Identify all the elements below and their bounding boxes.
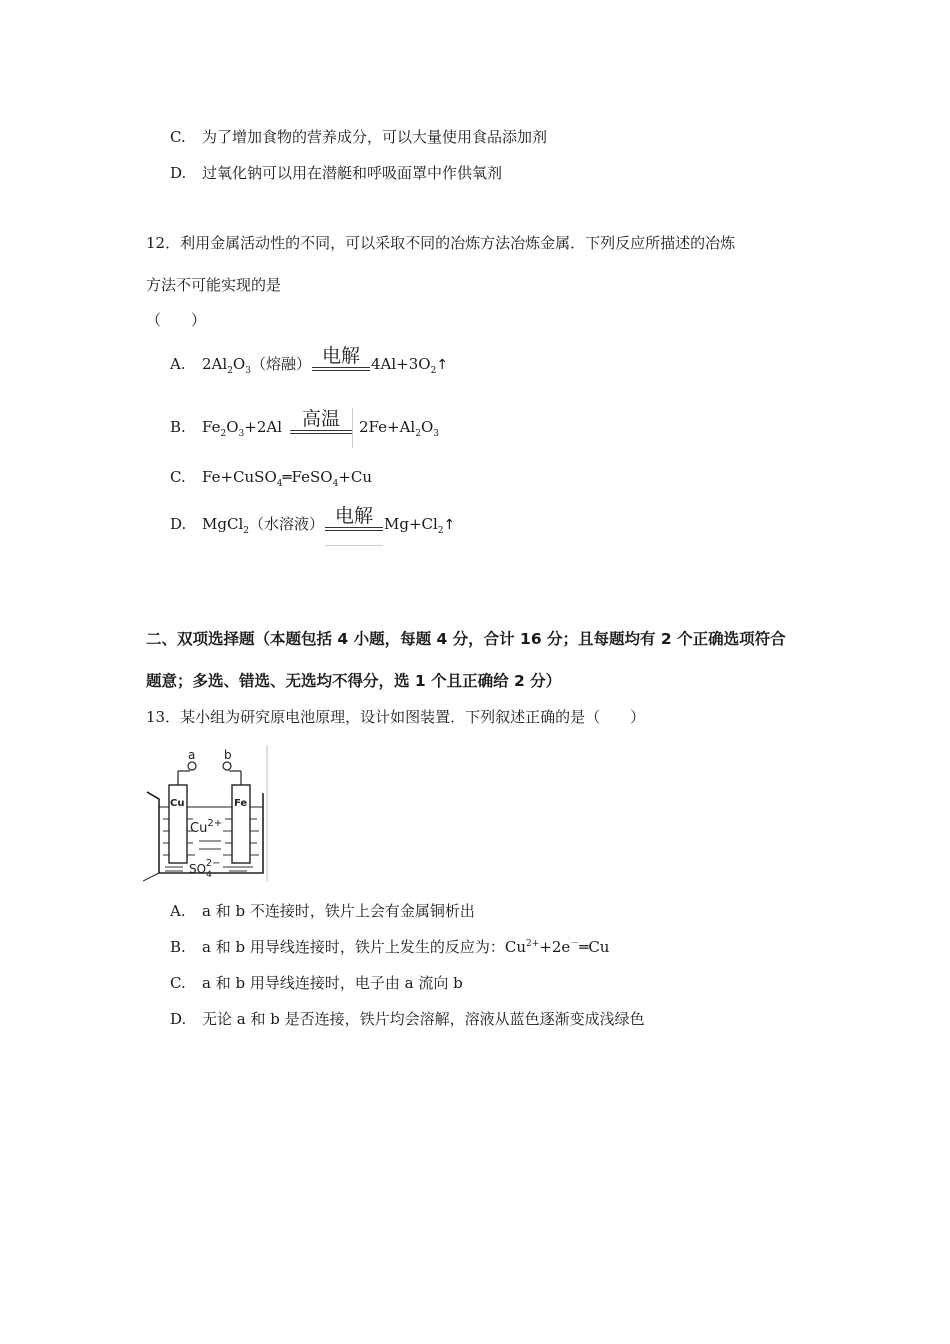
option-letter: D. (170, 164, 187, 182)
formula-rhs: $2Fe+Al_2O_3$ (359, 418, 439, 439)
terminal-a-label: a (188, 748, 196, 762)
q13-option-a (170, 901, 475, 921)
formula-lhs: $2Al_2O_3$（熔融） (202, 355, 311, 376)
option-letter: A. (170, 902, 186, 920)
option-letter: B. (170, 418, 186, 436)
terminal-b-label: b (224, 748, 232, 762)
q12-answer-paren: （ ） (146, 311, 207, 329)
terminal-a-icon (188, 762, 196, 770)
electrode-cu-label: Cu (170, 798, 185, 809)
q13-option-c (170, 973, 463, 993)
option-letter: C. (170, 128, 186, 146)
q11-option-c (170, 127, 547, 147)
option-letter: C. (170, 468, 186, 486)
option-text: 无论 a 和 b 是否连接，铁片均会溶解，溶液从蓝色逐渐变成浅绿色 (202, 1010, 645, 1028)
q12-stem-line-1: 12．利用金属活动性的不同，可以采取不同的冶炼方法冶炼金属．下列反应所描述的冶炼 (146, 234, 736, 252)
q12-option-c (170, 467, 372, 487)
q13-stem: 13．某小组为研究原电池原理，设计如图装置．下列叙述正确的是（ ） (146, 708, 646, 726)
reaction-condition: 高温 (290, 408, 353, 448)
electrode-fe-label: Fe (234, 798, 248, 809)
option-letter: D. (170, 515, 187, 533)
gas-arrow-icon: ↑ (436, 357, 449, 373)
galvanic-cell-diagram (143, 745, 271, 883)
option-letter: A. (170, 355, 186, 373)
option-text: 过氧化钠可以用在潜艇和呼吸面罩中作供氧剂 (202, 164, 503, 182)
q13-option-b (170, 937, 609, 957)
option-letter: B. (170, 938, 186, 956)
option-text: a 和 b 用导线连接时，铁片上发生的反应为：$Cu^{2+}+2e^-═Cu$ (202, 938, 610, 956)
q12-option-d (170, 500, 455, 548)
q12-option-a (170, 341, 448, 387)
formula-lhs: $Fe_2O_3+2Al$ (202, 418, 282, 439)
option-letter: D. (170, 1010, 187, 1028)
section-2-heading-line-1: 二、双项选择题（本题包括 4 小题，每题 4 分，合计 16 分；且每题均有 2 个正确选项符合 (146, 630, 786, 648)
gas-arrow-icon: ↑ (443, 517, 456, 533)
formula-rhs: $4Al+3O_2↑$ (370, 355, 449, 376)
section-2-heading-line-2: 题意；多选、错选、无选均不得分，选 1 个且正确给 2 分） (146, 672, 562, 690)
option-text: 为了增加食物的营养成分，可以大量使用食品添加剂 (202, 128, 548, 146)
q12-option-b (170, 403, 439, 451)
q11-option-d (170, 163, 502, 183)
option-text: a 和 b 不连接时，铁片上会有金属铜析出 (202, 902, 475, 920)
q12-stem-line-2: 方法不可能实现的是 (146, 276, 282, 294)
ion-cu-label: $Cu^{2+}$ (190, 818, 223, 836)
formula-rhs: $Mg+Cl_2↑$ (384, 515, 456, 536)
reaction-condition: 电解 (325, 505, 383, 546)
q13-option-d (170, 1009, 645, 1029)
reaction-condition: 电解 (312, 345, 370, 385)
option-text: a 和 b 用导线连接时，电子由 a 流向 b (202, 974, 463, 992)
terminal-b-icon (223, 762, 231, 770)
formula: Fe+CuSO$_4$═FeSO$_4$+Cu (202, 468, 373, 489)
ion-so4-label: $SO_42-$ (189, 858, 221, 880)
formula-lhs: MgCl$_2$（水溶液） (202, 515, 324, 536)
option-letter: C. (170, 974, 186, 992)
